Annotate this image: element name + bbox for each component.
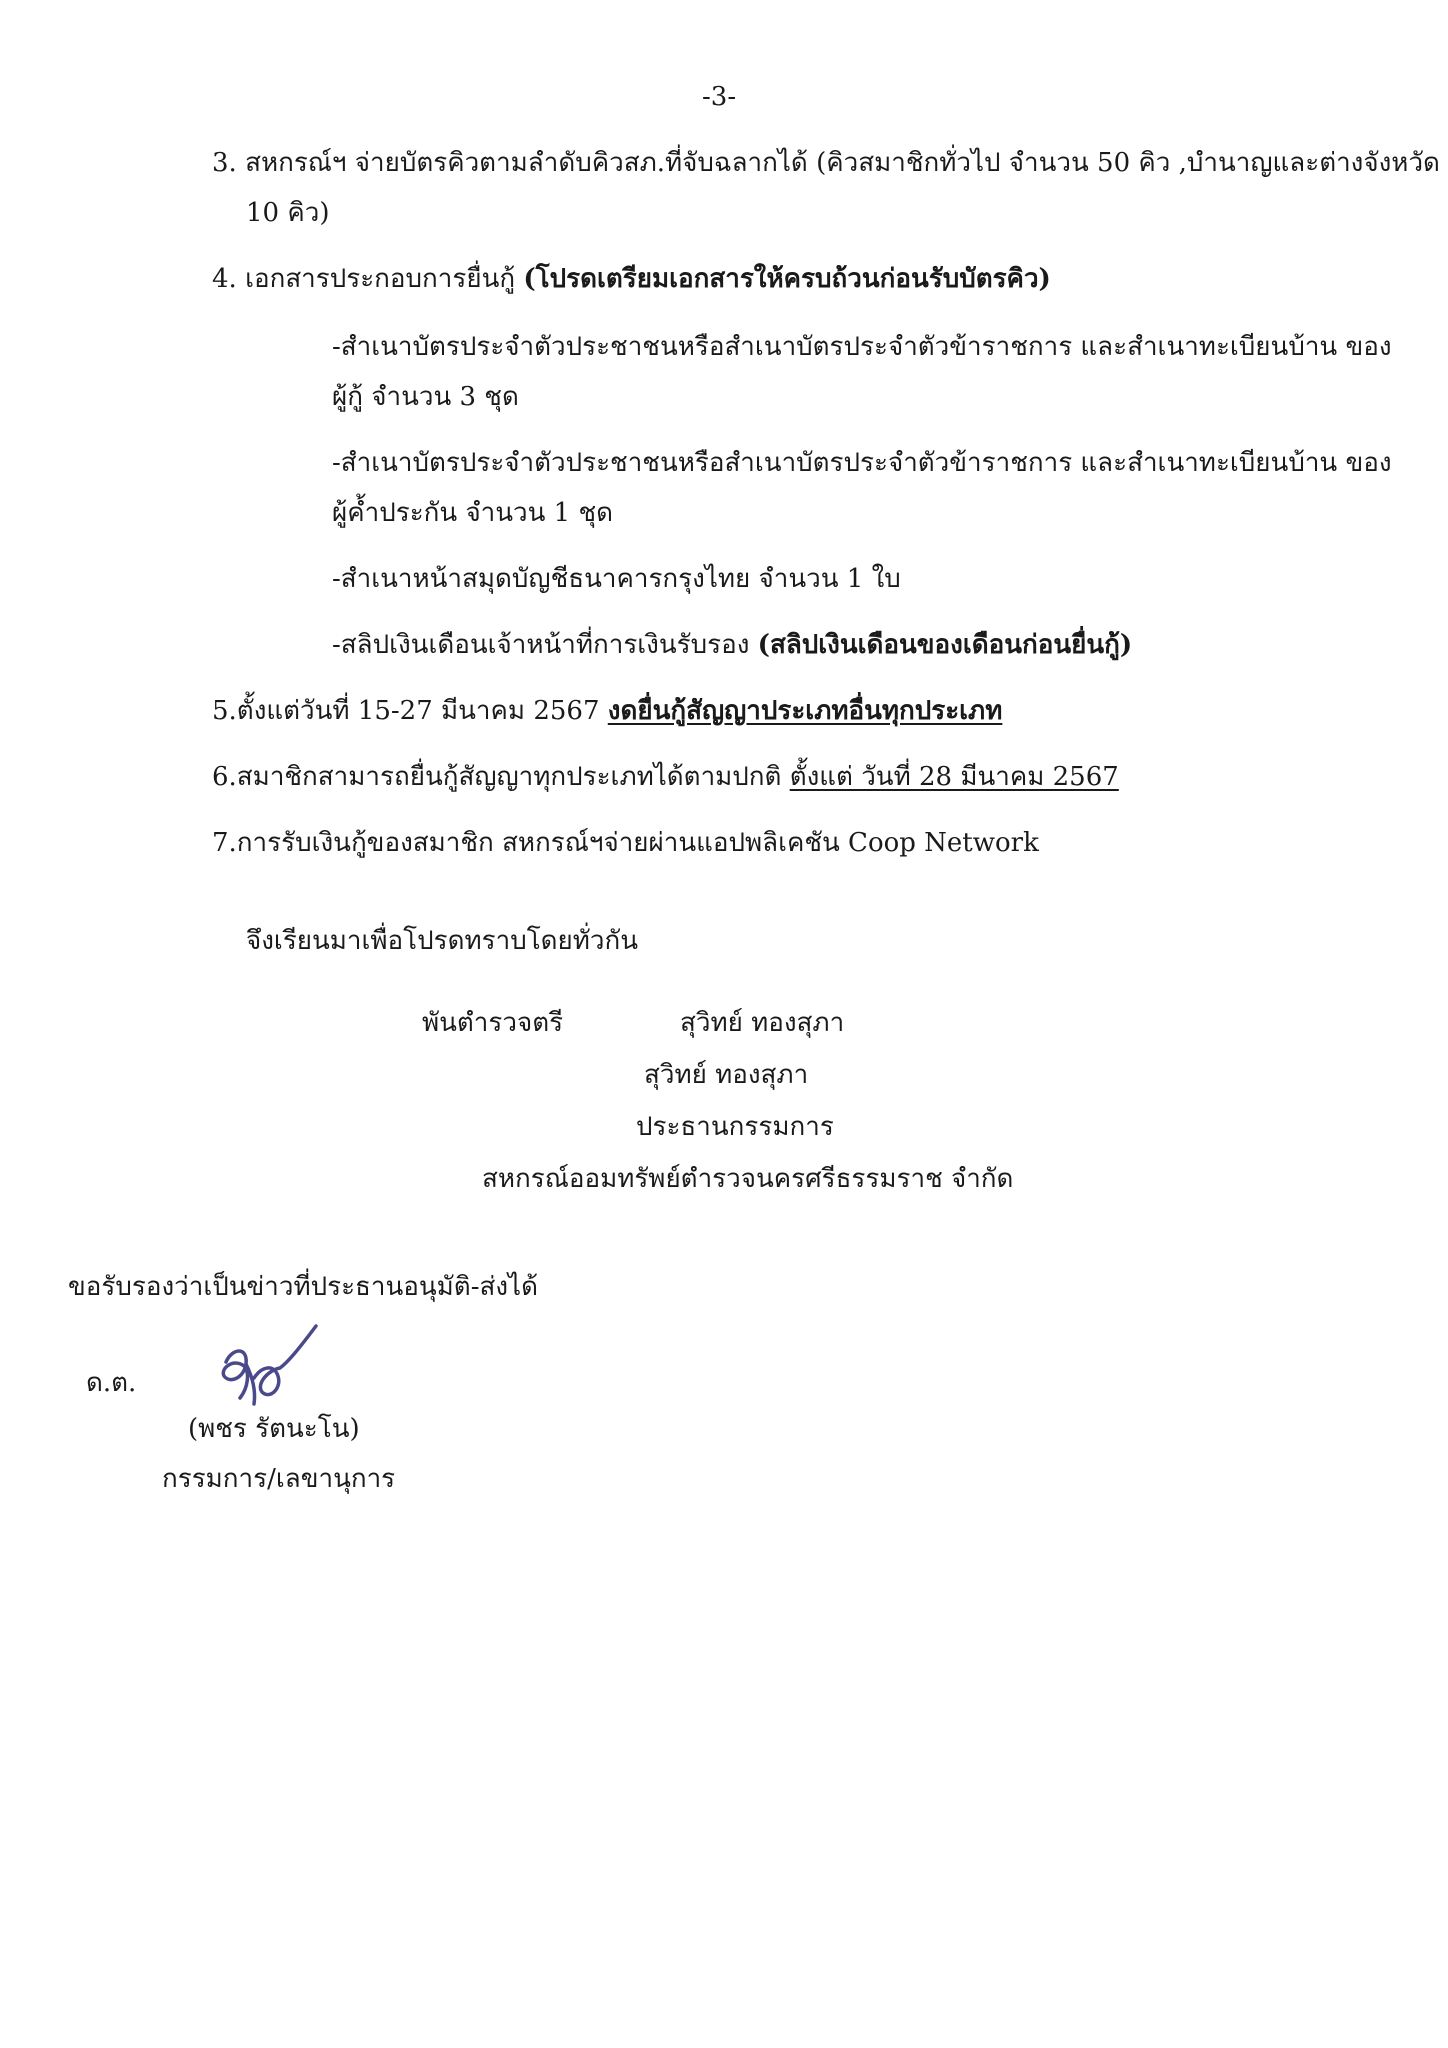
doc-4-prefix: -สลิปเงินเดือนเจ้าหน้าที่การเงินรับรอง	[332, 630, 758, 660]
item-4-prefix: 4. เอกสารประกอบการยื่นกู้	[212, 264, 524, 294]
item-5	[212, 694, 1002, 728]
item-4-heading	[212, 262, 1051, 296]
item-6-emphasis: ตั้งแต่ วันที่ 28 มีนาคม 2567	[789, 762, 1119, 792]
item-6-prefix: 6.สมาชิกสามารถยื่นกู้สัญญาทุกประเภทได้ตามปกติ	[212, 762, 790, 792]
signer-position: ประธานกรรมการ	[636, 1112, 834, 1142]
closing-text: จึงเรียนมาเพื่อโปรดทราบโดยทั่วกัน	[246, 926, 639, 956]
certification-statement: ขอรับรองว่าเป็นข่าวที่ประธานอนุมัติ-ส่งได้	[68, 1272, 539, 1302]
item-3-line-1: 3. สหกรณ์ฯ จ่ายบัตรคิวตามลำดับคิวสภ.ที่จับฉลากได้ (คิวสมาชิกทั่วไป จำนวน 50 คิว ,บำนาญและต่างจังหวัด	[212, 148, 1440, 178]
item-6	[212, 760, 1119, 794]
handwritten-signature	[212, 1318, 322, 1414]
doc-4-bold-note: (สลิปเงินเดือนของเดือนก่อนยื่นกู้)	[757, 630, 1133, 660]
item-5-emphasis: งดยื่นกู้สัญญาประเภทอื่นทุกประเภท	[607, 696, 1003, 726]
signer-name-printed: สุวิทย์ ทองสุภา	[644, 1060, 809, 1090]
item-3-line-2: 10 คิว)	[246, 198, 330, 228]
page-number: -3-	[702, 82, 737, 112]
doc-4	[332, 628, 1132, 662]
item-7: 7.การรับเงินกู้ของสมาชิก สหกรณ์ฯจ่ายผ่านแอปพลิเคชัน Coop Network	[212, 828, 1039, 858]
signer-organization: สหกรณ์ออมทรัพย์ตำรวจนครศรีธรรมราช จำกัด	[482, 1164, 1014, 1194]
signer-rank: พันตำรวจตรี	[422, 1008, 564, 1038]
certifier-rank: ด.ต.	[86, 1368, 137, 1398]
doc-2-line-1: -สำเนาบัตรประจำตัวประชาชนหรือสำเนาบัตรประจำตัวข้าราชการ และสำเนาทะเบียนบ้าน ของ	[332, 448, 1392, 478]
item-4-bold-note: (โปรดเตรียมเอกสารให้ครบถ้วนก่อนรับบัตรคิว)	[523, 264, 1051, 294]
certifier-name: (พชร รัตนะโน)	[188, 1414, 360, 1444]
certifier-position: กรรมการ/เลขานุการ	[162, 1464, 396, 1494]
doc-1-line-2: ผู้กู้ จำนวน 3 ชุด	[332, 382, 519, 412]
item-5-prefix: 5.ตั้งแต่วันที่ 15-27 มีนาคม 2567	[212, 696, 608, 726]
signer-name-signed: สุวิทย์ ทองสุภา	[680, 1008, 845, 1038]
doc-3: -สำเนาหน้าสมุดบัญชีธนาคารกรุงไทย จำนวน 1 ใบ	[332, 564, 901, 594]
doc-2-line-2: ผู้ค้ำประกัน จำนวน 1 ชุด	[332, 498, 614, 528]
doc-1-line-1: -สำเนาบัตรประจำตัวประชาชนหรือสำเนาบัตรประจำตัวข้าราชการ และสำเนาทะเบียนบ้าน ของ	[332, 332, 1392, 362]
